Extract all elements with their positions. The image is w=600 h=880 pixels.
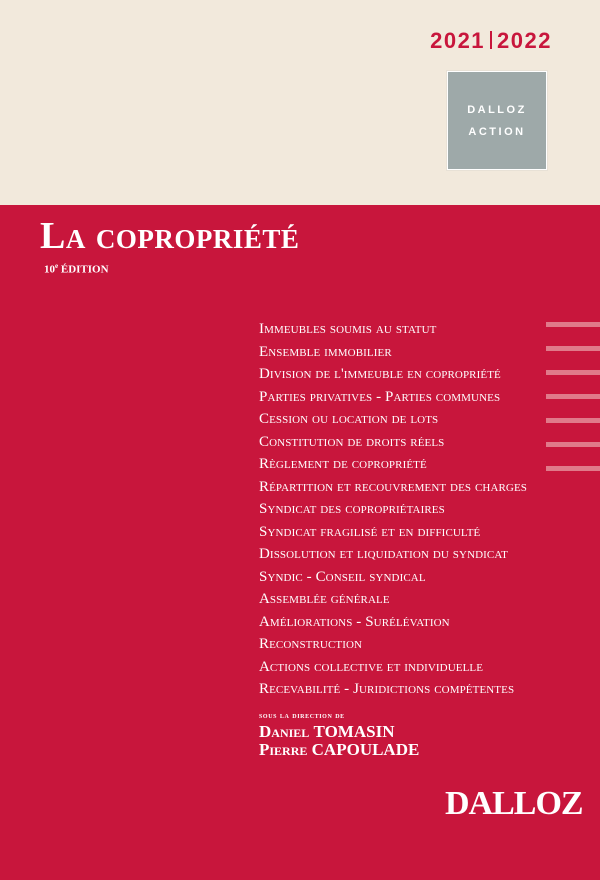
topics-list	[259, 318, 527, 701]
badge-line-1: DALLOZ	[467, 103, 527, 116]
stripe	[546, 466, 600, 471]
topic-item: Parties privatives - Parties communes	[259, 388, 501, 405]
topic-item: Dissolution et liquidation du syndicat	[259, 546, 508, 562]
stripe	[546, 322, 600, 327]
author-first-name: Daniel	[259, 722, 310, 741]
author-last-name: TOMASIN	[313, 722, 395, 741]
stripe	[546, 418, 600, 423]
publisher-logo: DALLOZ	[445, 785, 583, 822]
topic-item: Syndicat des copropriétaires	[259, 501, 445, 517]
stripe	[546, 346, 600, 351]
stripe	[546, 394, 600, 399]
topic-item: Assemblée générale	[259, 591, 390, 607]
topic-item: Recevabilité - Juridictions compétentes	[259, 681, 515, 697]
edition-years	[430, 28, 552, 54]
decorative-stripes	[546, 322, 600, 490]
year-start: 2021	[430, 28, 486, 53]
author-last-name: CAPOULADE	[311, 740, 420, 759]
edition-label: 10e ÉDITION	[44, 262, 109, 276]
topic-item: Syndicat fragilisé et en difficulté	[259, 523, 481, 540]
topic-item: Immeubles soumis au statut	[259, 321, 437, 337]
topic-item: Reconstruction	[259, 636, 363, 652]
topic-item: Actions collective et individuelle	[259, 658, 484, 675]
topic-item: Répartition et recouvrement des charges	[259, 478, 528, 495]
stripe	[546, 370, 600, 375]
stripe	[546, 442, 600, 447]
topic-item: Division de l'immeuble en copropriété	[259, 366, 501, 382]
direction-label: sous la direction de	[259, 710, 345, 720]
author-1	[259, 722, 394, 742]
topic-item: Syndic - Conseil syndical	[259, 568, 426, 585]
author-2	[259, 740, 419, 760]
book-title: La copropriété	[40, 215, 300, 257]
collection-badge	[446, 70, 548, 171]
cover-top-band	[0, 0, 600, 205]
author-first-name: Pierre	[259, 740, 308, 759]
topic-item: Ensemble immobilier	[259, 343, 392, 360]
year-separator	[490, 31, 492, 49]
year-end: 2022	[497, 28, 552, 53]
badge-line-2: ACTION	[468, 125, 526, 138]
topic-item: Règlement de copropriété	[259, 456, 427, 472]
topic-item: Cession ou location de lots	[259, 411, 439, 427]
topic-item: Améliorations - Surélévation	[259, 613, 450, 630]
topic-item: Constitution de droits réels	[259, 433, 445, 450]
